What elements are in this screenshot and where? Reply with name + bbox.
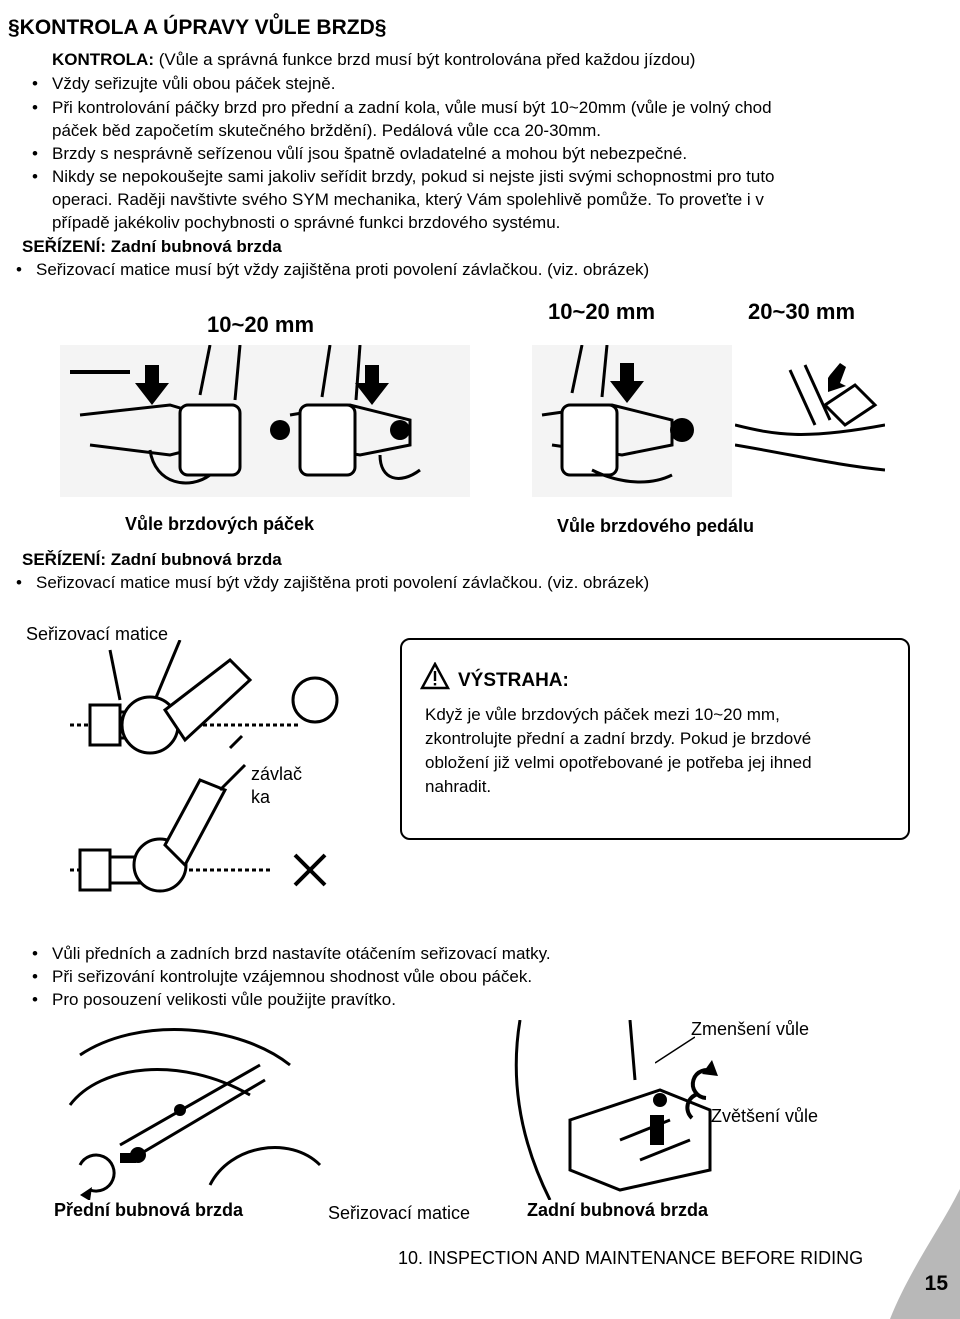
warning-line-1: Když je vůle brzdových páček mezi 10~20 mm, — [425, 705, 780, 724]
front-drum-brake-illustration — [60, 1025, 330, 1200]
tip-1: • Vůli předních a zadních brzd nastavíte otáčením seřizovací matky. — [52, 942, 551, 965]
check-bullet-4: • Nikdy se nepokoušejte sami jakoliv seřídit brzdy, pokud si nejste jisti svými schopnostmi pro tuto — [52, 165, 775, 188]
decrease-play-label: Zmenšení vůle — [691, 1019, 810, 1039]
check-bullet-2: • Při kontrolování páčky brzd pro přední a zadní kola, vůle musí být 10~20mm (vůle je volný chod — [52, 96, 772, 119]
rear-brake-caption: Zadní bubnová brzda — [527, 1200, 709, 1220]
lever-play-left-label: 10~20 mm — [207, 312, 315, 337]
section-title: §KONTROLA A ÚPRAVY VŮLE BRZD§ — [8, 16, 387, 39]
warning-triangle-icon — [420, 662, 450, 690]
increase-play-label: Zvětšení vůle — [711, 1106, 819, 1126]
adjust1-heading: SEŘÍZENÍ: Zadní bubnová brzda — [22, 237, 282, 256]
adjust1-bullet: • Seřizovací matice musí být vždy zajištěna proti povolení závlačkou. (viz. obrázek) — [36, 258, 649, 281]
leader-decrease — [655, 1035, 695, 1065]
tip-3: • Pro posouzení velikosti vůle použijte pravítko. — [52, 988, 396, 1011]
pin-label-line1: závlač — [251, 764, 303, 784]
lever-play-right-label: 10~20 mm — [548, 299, 656, 324]
check-heading-text: (Vůle a správná funkce brzd musí být kontrolována před každou jízdou) — [153, 50, 696, 69]
pin-label-line2: ka — [251, 787, 271, 807]
check-bullet-4-cont1: operaci. Raději navštivte svého SYM mechanika, který Vám spolehlivě pomůže. To proveťte i v — [52, 190, 764, 209]
warning-line-2: zkontrolujte přední a zadní brzdy. Pokud je brzdové — [425, 729, 812, 748]
adjust2-bullet: • Seřizovací matice musí být vždy zajištěna proti povolení závlačkou. (viz. obrázek) — [36, 571, 649, 594]
pedal-illustration — [735, 345, 885, 497]
lever-play-illustration — [60, 345, 470, 497]
lever-right-illustration — [532, 345, 732, 497]
check-bullet-3: • Brzdy s nesprávně seřízenou vůlí jsou špatně ovladatelné a mohou být nebezpečné. — [52, 142, 687, 165]
warning-line-4: nahradit. — [425, 777, 492, 796]
tip-2: • Při seřizování kontrolujte vzájemnou shodnost vůle obou páček. — [52, 965, 532, 988]
adjusting-nut-label: Seřizovací matice — [26, 624, 169, 644]
check-heading — [52, 48, 695, 71]
check-bullet-4-cont2: případě jakékoliv pochybnosti o správné funkci brzdového systému. — [52, 213, 561, 232]
check-heading-label: KONTROLA: — [52, 50, 154, 69]
check-bullet-2-cont: páček běd započetím skutečného brždění). Pedálová vůle cca 20-30mm. — [52, 121, 602, 140]
chapter-footer: 10. INSPECTION AND MAINTENANCE BEFORE RIDING — [398, 1248, 864, 1268]
check-bullet-1: • Vždy seřizujte vůli obou páček stejně. — [52, 72, 336, 95]
adjusting-nut-caption: Seřizovací matice — [328, 1203, 471, 1223]
pedal-play-label: 20~30 mm — [748, 299, 856, 324]
page-number: 15 — [924, 1272, 948, 1295]
front-brake-caption: Přední bubnová brzda — [54, 1200, 244, 1220]
lever-play-caption: Vůle brzdových páček — [125, 514, 315, 534]
warning-line-3: obložení již velmi opotřebované je potřeba jej ihned — [425, 753, 812, 772]
pedal-play-caption: Vůle brzdového pedálu — [557, 516, 755, 536]
page-corner-tab — [890, 1189, 960, 1319]
warning-title: VÝSTRAHA: — [458, 670, 569, 691]
adjust2-heading: SEŘÍZENÍ: Zadní bubnová brzda — [22, 550, 282, 569]
